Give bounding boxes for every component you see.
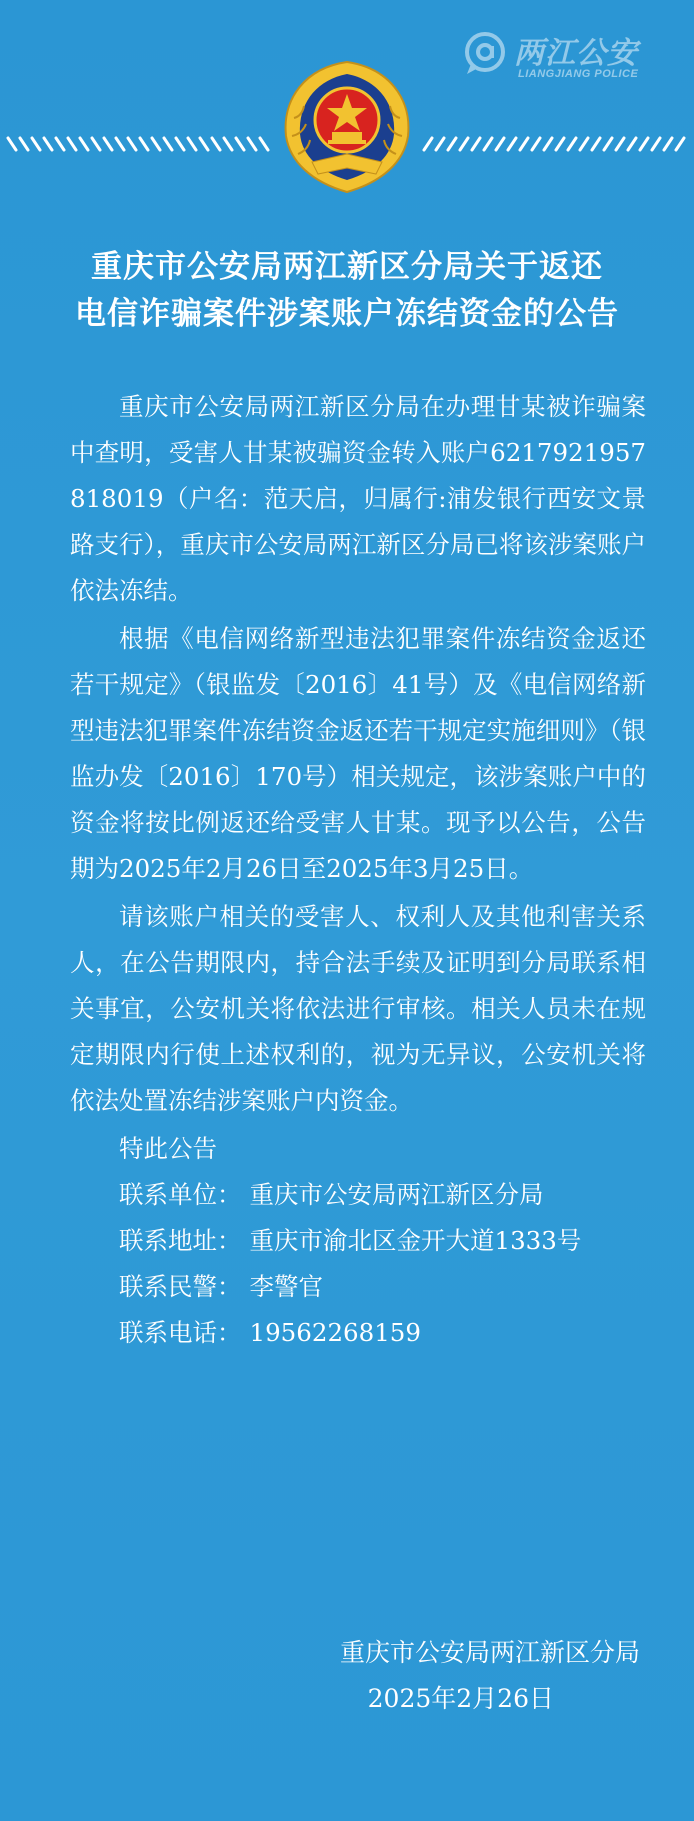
contact-address-row <box>70 1218 646 1264</box>
special-notice: 特此公告 <box>119 1134 217 1163</box>
watermark-subtitle: LIANGJIANG POLICE <box>518 68 639 80</box>
announcement-body <box>70 384 646 1356</box>
title-line-1: 重庆市公安局两江新区分局关于返还 <box>91 249 603 285</box>
contact-officer-label: 联系民警： <box>119 1272 242 1301</box>
laurel-band-right <box>418 130 688 158</box>
paragraph-case-facts: 重庆市公安局两江新区分局在办理甘某被诈骗案中查明，受害人甘某被骗资金转入账户6217921957818019（户名：范天启，归属行:浦发银行西安文景路支行），重庆市公安局两江新区分局已将该涉案账户依法冻结。 <box>70 392 646 605</box>
paragraph-instructions: 请该账户相关的受害人、权利人及其他利害关系人，在公告期限内，持合法手续及证明到分局联系相关事宜，公安机关将依法进行审核。相关人员未在规定期限内行使上述权利的，视为无异议，公安机关将依法处置冻结涉案账户内资金。 <box>70 902 646 1115</box>
police-emblem-icon <box>272 58 422 198</box>
signature-date: 2025年2月26日 <box>367 1684 554 1713</box>
watermark-title: 两江公安 <box>514 37 638 70</box>
contact-officer-row <box>70 1264 646 1310</box>
contact-unit-row <box>70 1172 646 1218</box>
contact-phone-value: 19562268159 <box>249 1318 421 1347</box>
signature-block <box>340 1630 640 1722</box>
paragraph-legal-basis: 根据《电信网络新型违法犯罪案件冻结资金返还若干规定》（银监发〔2016〕41号）及《电信网络新型违法犯罪案件冻结资金返还若干规定实施细则》（银监办发〔2016〕170号）相关规定，该涉案账户中的资金将按比例返还给受害人甘某。现予以公告，公告期为2025年2月26日至2025年3月25日。 <box>70 624 646 883</box>
title-line-2: 电信诈骗案件涉案账户冻结资金的公告 <box>75 296 619 332</box>
signature-organization: 重庆市公安局两江新区分局 <box>339 1638 640 1667</box>
contact-officer-value: 李警官 <box>249 1272 323 1301</box>
contact-phone-row <box>70 1310 646 1356</box>
contact-unit-value: 重庆市公安局两江新区分局 <box>249 1180 544 1209</box>
speech-bubble-logo-icon <box>462 30 508 76</box>
contact-address-label: 联系地址： <box>119 1226 242 1255</box>
watermark-logo <box>462 28 682 88</box>
laurel-band-left <box>4 130 274 158</box>
contact-phone-label: 联系电话： <box>119 1318 242 1347</box>
contact-unit-label: 联系单位： <box>119 1180 242 1209</box>
announcement-title <box>0 244 694 338</box>
contact-address-value: 重庆市渝北区金开大道1333号 <box>249 1226 582 1255</box>
